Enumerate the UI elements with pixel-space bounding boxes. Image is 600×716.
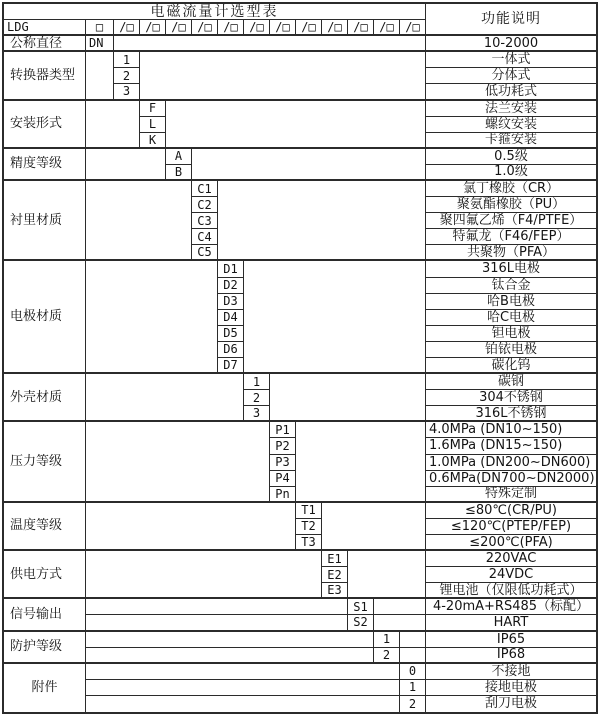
blank-cell [86,680,400,696]
function-cell: HART [426,615,596,631]
row-label: 附件 [4,664,86,712]
row-label: 压力等级 [4,422,86,502]
function-cell: 碳钢 [426,374,596,390]
code-cell: S1 [348,599,374,615]
function-cell: 1.0级 [426,165,596,181]
blank-cell [86,261,218,374]
function-cell: 聚四氟乙烯（F4/PTFE） [426,213,596,229]
code-cell: 1 [400,680,426,696]
blank-cell [86,503,296,551]
blank-cell [322,503,426,551]
function-cell: 0.5级 [426,149,596,165]
function-cell: 10-2000 [426,36,596,52]
function-cell: 低功耗式 [426,84,596,100]
model-code-slot: /□ [374,20,400,36]
model-code-slot: /□ [218,20,244,36]
function-cell: 220VAC [426,551,596,567]
code-cell: S2 [348,615,374,631]
code-cell: 2 [374,648,400,664]
blank-cell [114,36,426,52]
code-cell: C1 [192,181,218,197]
function-cell: 钽电极 [426,326,596,342]
code-cell: D2 [218,278,244,294]
function-cell: 特殊定制 [426,487,596,503]
row-label-diameter: 公称直径 [4,36,86,52]
function-cell: 卡箍安装 [426,133,596,149]
function-cell: 钛合金 [426,278,596,294]
function-cell: IP68 [426,648,596,664]
blank-cell [374,599,426,615]
row-label: 转换器类型 [4,52,86,100]
code-cell: K [140,133,166,149]
function-cell: 聚氨酯橡胶（PU） [426,197,596,213]
diameter-code-cell: DN [86,36,114,52]
blank-cell [166,101,426,149]
function-cell: 1.6MPa (DN15~150) [426,438,596,454]
function-cell: 316L不锈钢 [426,406,596,422]
model-code-slot: /□ [114,20,140,36]
blank-cell [86,101,140,149]
code-cell: B [166,165,192,181]
function-cell: 螺纹安装 [426,117,596,133]
function-cell: 316L电极 [426,261,596,277]
code-cell: D7 [218,358,244,374]
function-cell: 碳化钨 [426,358,596,374]
blank-cell [86,422,270,502]
blank-cell [218,181,426,261]
model-prefix: LDG [4,20,86,36]
code-cell: 2 [114,68,140,84]
blank-cell [140,52,426,100]
function-cell: 4.0MPa (DN10~150) [426,422,596,438]
row-label: 衬里材质 [4,181,86,261]
row-label: 防护等级 [4,632,86,664]
function-cell: 0.6MPa(DN700~DN2000) [426,471,596,487]
function-cell: 4-20mA+RS485（标配） [426,599,596,615]
model-code-slot: /□ [322,20,348,36]
code-cell: T1 [296,503,322,519]
code-cell: C3 [192,213,218,229]
function-cell: 氯丁橡胶（CR） [426,181,596,197]
function-column-header: 功能说明 [426,4,596,36]
code-cell: E3 [322,583,348,599]
model-code-slot: /□ [244,20,270,36]
function-cell: 铂铱电极 [426,342,596,358]
blank-cell [86,632,374,648]
function-cell: 法兰安装 [426,101,596,117]
code-cell: C4 [192,229,218,245]
model-code-slot: /□ [296,20,322,36]
code-cell: 1 [114,52,140,68]
code-cell: D4 [218,310,244,326]
code-cell: D1 [218,261,244,277]
model-code-slot: /□ [400,20,426,36]
blank-cell [374,615,426,631]
blank-cell [86,696,400,712]
function-cell: 分体式 [426,68,596,84]
blank-cell [86,374,244,422]
function-cell: ≤120℃(PTEP/FEP) [426,519,596,535]
code-cell: D3 [218,294,244,310]
code-cell: 1 [244,374,270,390]
blank-cell [400,632,426,648]
code-cell: C5 [192,245,218,261]
code-cell: E1 [322,551,348,567]
function-cell: 哈C电极 [426,310,596,326]
function-cell: IP65 [426,632,596,648]
function-cell: 锂电池（仅限低功耗式） [426,583,596,599]
function-cell: ≤200℃(PFA) [426,535,596,551]
blank-cell [296,422,426,502]
blank-cell [86,551,322,599]
row-label: 外壳材质 [4,374,86,422]
code-cell: 3 [114,84,140,100]
code-cell: T2 [296,519,322,535]
function-cell: 304不锈钢 [426,390,596,406]
blank-cell [270,374,426,422]
code-cell: T3 [296,535,322,551]
row-label: 温度等级 [4,503,86,551]
code-cell: P2 [270,438,296,454]
code-cell: E2 [322,567,348,583]
code-cell: P3 [270,455,296,471]
blank-cell [348,551,426,599]
row-label: 信号输出 [4,599,86,631]
code-cell: D6 [218,342,244,358]
row-label: 精度等级 [4,149,86,181]
function-cell: 刮刀电极 [484,696,537,712]
blank-cell [86,52,114,100]
model-first-box: □ [86,20,114,36]
model-code-slot: /□ [140,20,166,36]
model-code-slot: /□ [192,20,218,36]
model-code-slot: /□ [270,20,296,36]
row-label: 供电方式 [4,551,86,599]
code-cell: P4 [270,471,296,487]
blank-cell [86,599,348,615]
blank-cell [86,615,348,631]
code-cell: F [140,101,166,117]
code-cell: 3 [244,406,270,422]
blank-cell [86,181,192,261]
code-cell: A [166,149,192,165]
blank-cell [86,648,374,664]
code-cell: 1 [374,632,400,648]
function-cell: 哈B电极 [426,294,596,310]
function-cell: 24VDC [426,567,596,583]
model-code-slot: /□ [166,20,192,36]
blank-cell [86,149,166,181]
row-label: 电极材质 [4,261,86,374]
function-cell: 不接地 [426,664,596,680]
code-cell: D5 [218,326,244,342]
code-cell: L [140,117,166,133]
function-cell: 接地电极 [426,680,596,696]
blank-cell [400,648,426,664]
function-cell: 特氟龙（F46/FEP） [426,229,596,245]
function-cell: ≤80℃(CR/PU) [426,503,596,519]
function-cell: 共聚物（PFA） [426,245,596,261]
blank-cell [244,261,426,374]
code-cell: 0 [400,664,426,680]
table-title: 电磁流量计选型表 [4,4,426,20]
row-label: 安装形式 [4,101,86,149]
code-cell: C2 [192,197,218,213]
code-cell: 2 [244,390,270,406]
model-code-slot: /□ [348,20,374,36]
function-cell: 1.0MPa (DN200~DN600) [426,455,596,471]
blank-cell [192,149,426,181]
selection-table [2,2,598,714]
blank-cell [86,664,400,680]
function-cell: 一体式 [426,52,596,68]
code-cell: 2 [400,696,426,712]
code-cell: P1 [270,422,296,438]
code-cell: Pn [270,487,296,503]
